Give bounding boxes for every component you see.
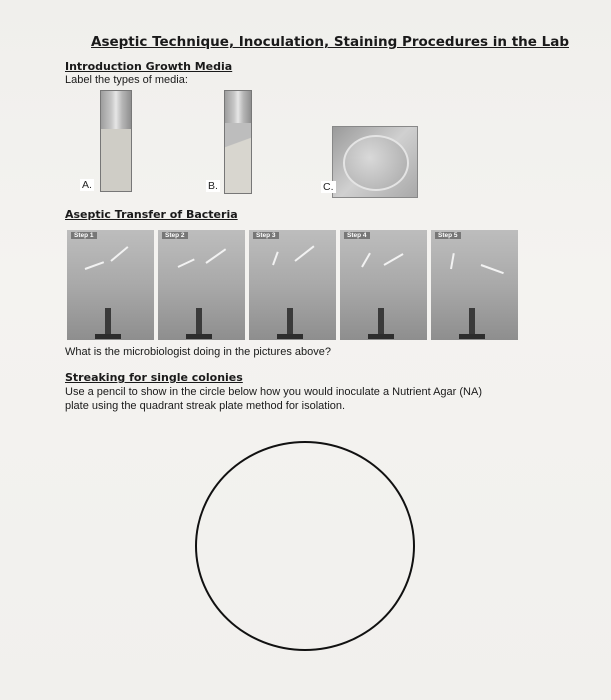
transfer-question: What is the microbiologist doing in the pictures above?	[65, 346, 331, 358]
step-tag: Step 1	[71, 232, 97, 239]
step-tag: Step 2	[162, 232, 188, 239]
media-label-c: C.	[323, 181, 334, 193]
step-tag: Step 5	[435, 232, 461, 239]
media-label-b: B.	[208, 180, 218, 192]
step-photo-4	[340, 230, 427, 340]
step-photo-3	[249, 230, 336, 340]
step-photo-1	[67, 230, 154, 340]
step-tag: Step 3	[253, 232, 279, 239]
broth-tube-image	[100, 90, 132, 192]
slant-tube-image	[224, 90, 252, 194]
media-label-a: A.	[82, 179, 92, 191]
page-title: Aseptic Technique, Inoculation, Staining Procedures in the Lab	[91, 34, 569, 50]
streaking-heading: Streaking for single colonies	[65, 371, 243, 384]
step-tag: Step 4	[344, 232, 370, 239]
agar-plate-image	[332, 126, 418, 198]
step-photo-2	[158, 230, 245, 340]
growth-media-heading: Introduction Growth Media	[65, 60, 233, 73]
streak-plate-drawing-circle[interactable]	[195, 441, 415, 651]
streaking-instruction-line2: plate using the quadrant streak plate method for isolation.	[65, 400, 346, 412]
growth-media-instruction: Label the types of media:	[65, 74, 188, 86]
aseptic-transfer-heading: Aseptic Transfer of Bacteria	[65, 208, 238, 221]
streaking-instruction-line1: Use a pencil to show in the circle below how you would inoculate a Nutrient Agar (NA)	[65, 386, 482, 398]
step-photo-5	[431, 230, 518, 340]
petri-dish	[343, 135, 409, 191]
aseptic-transfer-photo-strip	[67, 230, 517, 340]
